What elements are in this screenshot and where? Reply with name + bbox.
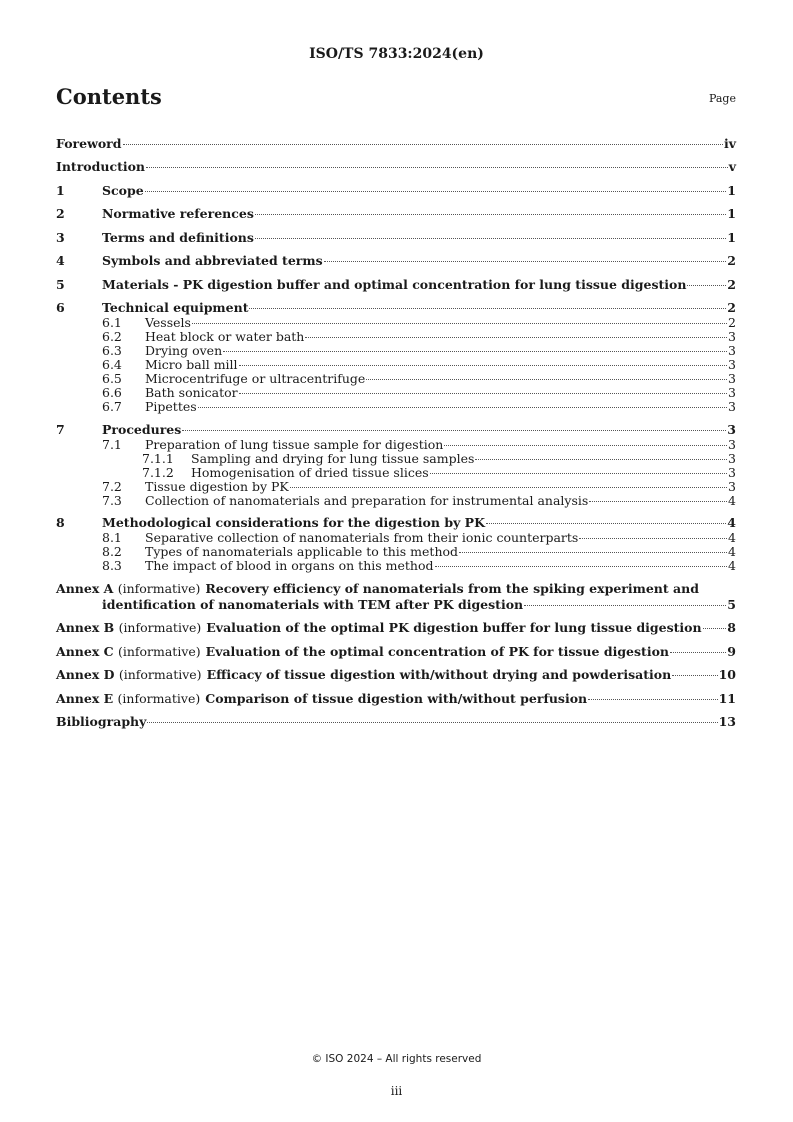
dot-leader <box>589 501 727 502</box>
toc-page-number: 1 <box>727 182 736 198</box>
toc-page-number: 3 <box>728 385 736 400</box>
toc-entry-number: 2 <box>56 206 65 221</box>
toc-annex-label: Annex B <box>56 620 115 635</box>
toc-page-number: 2 <box>728 315 736 330</box>
toc-entry-title: Terms and definitions <box>102 229 254 245</box>
toc-entry[interactable] <box>56 494 736 508</box>
toc-entry-title: Materials - PK digestion buffer and optimal concentration for lung tissue digestion <box>102 276 687 292</box>
toc-entry-title: Comparison of tissue digestion with/without perfusion <box>205 690 588 706</box>
toc-entry[interactable] <box>56 515 736 531</box>
toc-entry-number: 6.2 <box>102 329 122 344</box>
toc-entry-annex-d[interactable] <box>56 667 736 683</box>
toc-entry-title: Pipettes <box>145 399 197 414</box>
toc-page-number: 3 <box>728 357 736 372</box>
toc-page-number: 13 <box>718 714 736 729</box>
toc-page-number: 4 <box>728 492 736 508</box>
toc-entry-number: 6 <box>56 300 65 315</box>
page-number: iii <box>390 1084 403 1098</box>
toc-entry[interactable] <box>56 206 736 222</box>
toc-page-number: 9 <box>727 643 736 659</box>
toc-entry[interactable] <box>56 559 736 573</box>
toc-entry[interactable] <box>56 438 736 452</box>
toc-entry[interactable] <box>56 344 736 358</box>
toc-page-number: iv <box>723 135 736 151</box>
toc-annex-info: (informative) <box>117 580 201 596</box>
dot-leader <box>703 628 727 629</box>
toc-entry-title: Symbols and abbreviated terms <box>102 253 323 268</box>
toc-entry-title: Micro ball mill <box>145 357 238 372</box>
toc-page-number: 10 <box>718 667 736 682</box>
toc-entry-bibliography[interactable] <box>56 714 736 730</box>
dot-leader <box>475 459 727 460</box>
toc-entry-title: Foreword <box>56 135 122 151</box>
toc-entry-title: Methodological considerations for the digestion by PK <box>102 515 485 530</box>
toc-entry-number: 7.2 <box>102 478 122 494</box>
toc-entry[interactable] <box>56 300 736 316</box>
toc-page-number: 3 <box>728 399 736 414</box>
toc-page-number: 2 <box>727 276 736 292</box>
toc-entry-annex-a[interactable] <box>56 581 736 597</box>
toc-entry-title: Vessels <box>145 315 191 330</box>
toc-entry-number: 6.6 <box>102 385 122 400</box>
toc-entry-title: Normative references <box>102 206 254 221</box>
toc-entry-title: Tissue digestion by PK <box>145 478 289 494</box>
dot-leader <box>147 722 717 723</box>
toc-entry[interactable] <box>56 531 736 545</box>
toc-entry-title: Drying oven <box>145 343 223 358</box>
toc-entry[interactable] <box>56 400 736 414</box>
toc-entry-title: identification of nanomaterials with TEM after PK digestion <box>102 596 524 612</box>
toc-entry-number: 8.2 <box>102 544 122 559</box>
toc-entry[interactable] <box>56 183 736 199</box>
toc-entry-number: 7.1 <box>102 436 122 452</box>
toc-entry-number: 4 <box>56 253 65 268</box>
toc-entry-title: Introduction <box>56 159 146 174</box>
toc-entry[interactable] <box>56 386 736 400</box>
toc-page-number: 4 <box>727 515 736 530</box>
toc-entry-number: 5 <box>56 276 65 292</box>
toc-entry[interactable] <box>56 452 736 466</box>
toc-entry-title: Technical equipment <box>102 300 249 315</box>
dot-leader <box>435 566 728 567</box>
dot-leader <box>430 473 727 474</box>
dot-leader <box>486 523 726 524</box>
dot-leader <box>249 308 726 309</box>
toc-entry-title: Types of nanomaterials applicable to this method <box>145 544 459 559</box>
dot-leader <box>123 144 723 145</box>
toc-entry-number: 7 <box>56 421 65 437</box>
dot-leader <box>146 167 728 168</box>
toc-page-number: 11 <box>718 690 736 706</box>
toc-page-number: 8 <box>727 620 736 635</box>
toc-entry-title: Separative collection of nanomaterials from their ionic counterparts <box>145 530 579 545</box>
toc-entry-title: Procedures <box>102 421 182 437</box>
toc-page-number: 2 <box>727 300 736 315</box>
dot-leader <box>145 191 727 192</box>
toc-entry-title: Sampling and drying for lung tissue samples <box>191 450 475 466</box>
toc-page-number: 3 <box>728 464 736 480</box>
toc-entry-title: Bibliography <box>56 714 147 729</box>
toc-entry-number: 1 <box>56 182 65 198</box>
dot-leader <box>198 407 727 408</box>
toc-annex-info: (informative) <box>117 690 201 706</box>
toc-entry-title: Collection of nanomaterials and preparation for instrumental analysis <box>145 492 589 508</box>
toc-page-number: v <box>728 159 736 174</box>
toc-entry-number: 8 <box>56 515 65 530</box>
dot-leader <box>239 393 727 394</box>
toc-page-number: 1 <box>727 229 736 245</box>
dot-leader <box>182 430 726 431</box>
toc-page-number: 3 <box>727 421 736 437</box>
toc-page-number: 4 <box>728 558 736 573</box>
toc-entry-number: 6.4 <box>102 357 122 372</box>
toc-entry-title: Evaluation of the optimal concentration of PK for tissue digestion <box>205 643 669 659</box>
toc-entry-title: Scope <box>102 182 144 198</box>
toc-entry[interactable] <box>56 253 736 269</box>
dot-leader <box>324 261 727 262</box>
document-id: ISO/TS 7833:2024(en) <box>309 46 484 62</box>
toc-entry[interactable] <box>56 330 736 344</box>
toc-entry-annex-e[interactable] <box>56 691 736 707</box>
toc-entry-number: 8.3 <box>102 558 122 573</box>
toc-page-number: 3 <box>728 478 736 494</box>
toc-page-number: 3 <box>728 450 736 466</box>
dot-leader <box>444 445 727 446</box>
dot-leader <box>524 605 726 606</box>
dot-leader <box>223 351 727 352</box>
toc-entry-number: 6.5 <box>102 371 122 386</box>
toc-entry-number: 3 <box>56 229 65 245</box>
toc-page-number: 1 <box>727 206 736 221</box>
toc-entry-number: 6.1 <box>102 315 122 330</box>
toc-page-number: 5 <box>727 596 736 612</box>
copyright-notice: © ISO 2024 – All rights reserved <box>311 1053 482 1065</box>
toc-entry[interactable] <box>56 480 736 494</box>
toc-entry-title: Heat block or water bath <box>145 329 305 344</box>
toc-entry[interactable] <box>56 277 736 293</box>
toc-page-number: 3 <box>728 343 736 358</box>
toc-entry-number: 6.3 <box>102 343 122 358</box>
page-column-label: Page <box>708 92 736 105</box>
toc-entry-title: Recovery efficiency of nanomaterials from the spiking experiment and <box>205 580 699 596</box>
toc-entry-title: The impact of blood in organs on this method <box>145 558 434 573</box>
toc-page-number: 4 <box>728 530 736 545</box>
dot-leader <box>459 552 727 553</box>
dot-leader <box>305 337 727 338</box>
toc-entry-annex-a-continued[interactable] <box>56 597 736 613</box>
dot-leader <box>290 487 727 488</box>
toc-entry-title: Homogenisation of dried tissue slices <box>191 464 429 480</box>
toc-annex-label: Annex C <box>56 643 114 659</box>
toc-entry[interactable] <box>56 159 736 175</box>
toc-annex-label: Annex E <box>56 690 114 706</box>
toc-page-number: 2 <box>727 253 736 268</box>
toc-entry[interactable] <box>56 136 736 152</box>
toc-entry-number: 7.1.1 <box>142 450 174 466</box>
dot-leader <box>255 214 726 215</box>
dot-leader <box>192 323 727 324</box>
dot-leader <box>239 365 728 366</box>
toc-entry[interactable] <box>56 545 736 559</box>
dot-leader <box>366 379 727 380</box>
toc-entry-number: 8.1 <box>102 530 122 545</box>
toc-entry-number: 7.1.2 <box>142 464 174 480</box>
toc-entry[interactable] <box>56 316 736 330</box>
toc-annex-info: (informative) <box>117 643 201 659</box>
toc-entry-title: Preparation of lung tissue sample for digestion <box>145 436 444 452</box>
toc-entry-annex-c[interactable] <box>56 644 736 660</box>
toc-entry[interactable] <box>56 358 736 372</box>
dot-leader <box>255 238 726 239</box>
toc-page-number: 4 <box>728 544 736 559</box>
toc-entry-title: Efficacy of tissue digestion with/without drying and powderisation <box>206 667 672 682</box>
toc-entry[interactable] <box>56 230 736 246</box>
toc-entry-number: 7.3 <box>102 492 122 508</box>
dot-leader <box>670 652 726 653</box>
toc-entry[interactable] <box>56 372 736 386</box>
toc-entry-number: 6.7 <box>102 399 122 414</box>
contents-heading: Contents <box>56 84 162 109</box>
toc-entry-title: Evaluation of the optimal PK digestion buffer for lung tissue digestion <box>206 620 702 635</box>
dot-leader <box>588 699 717 700</box>
toc-entry-title: Bath sonicator <box>145 385 238 400</box>
toc-page-number: 3 <box>728 329 736 344</box>
dot-leader <box>579 538 727 539</box>
toc-entry[interactable] <box>56 466 736 480</box>
toc-entry-annex-b[interactable] <box>56 620 736 636</box>
toc-page-number: 3 <box>728 436 736 452</box>
toc-annex-info: (informative) <box>118 620 202 635</box>
toc-annex-info: (informative) <box>118 667 202 682</box>
toc-annex-label: Annex A <box>56 580 114 596</box>
dot-leader <box>672 675 717 676</box>
dot-leader <box>687 285 726 286</box>
table-of-contents <box>56 128 736 730</box>
toc-page-number: 3 <box>728 371 736 386</box>
toc-entry[interactable] <box>56 422 736 438</box>
toc-annex-label: Annex D <box>56 667 115 682</box>
toc-entry-title: Microcentrifuge or ultracentrifuge <box>145 371 366 386</box>
